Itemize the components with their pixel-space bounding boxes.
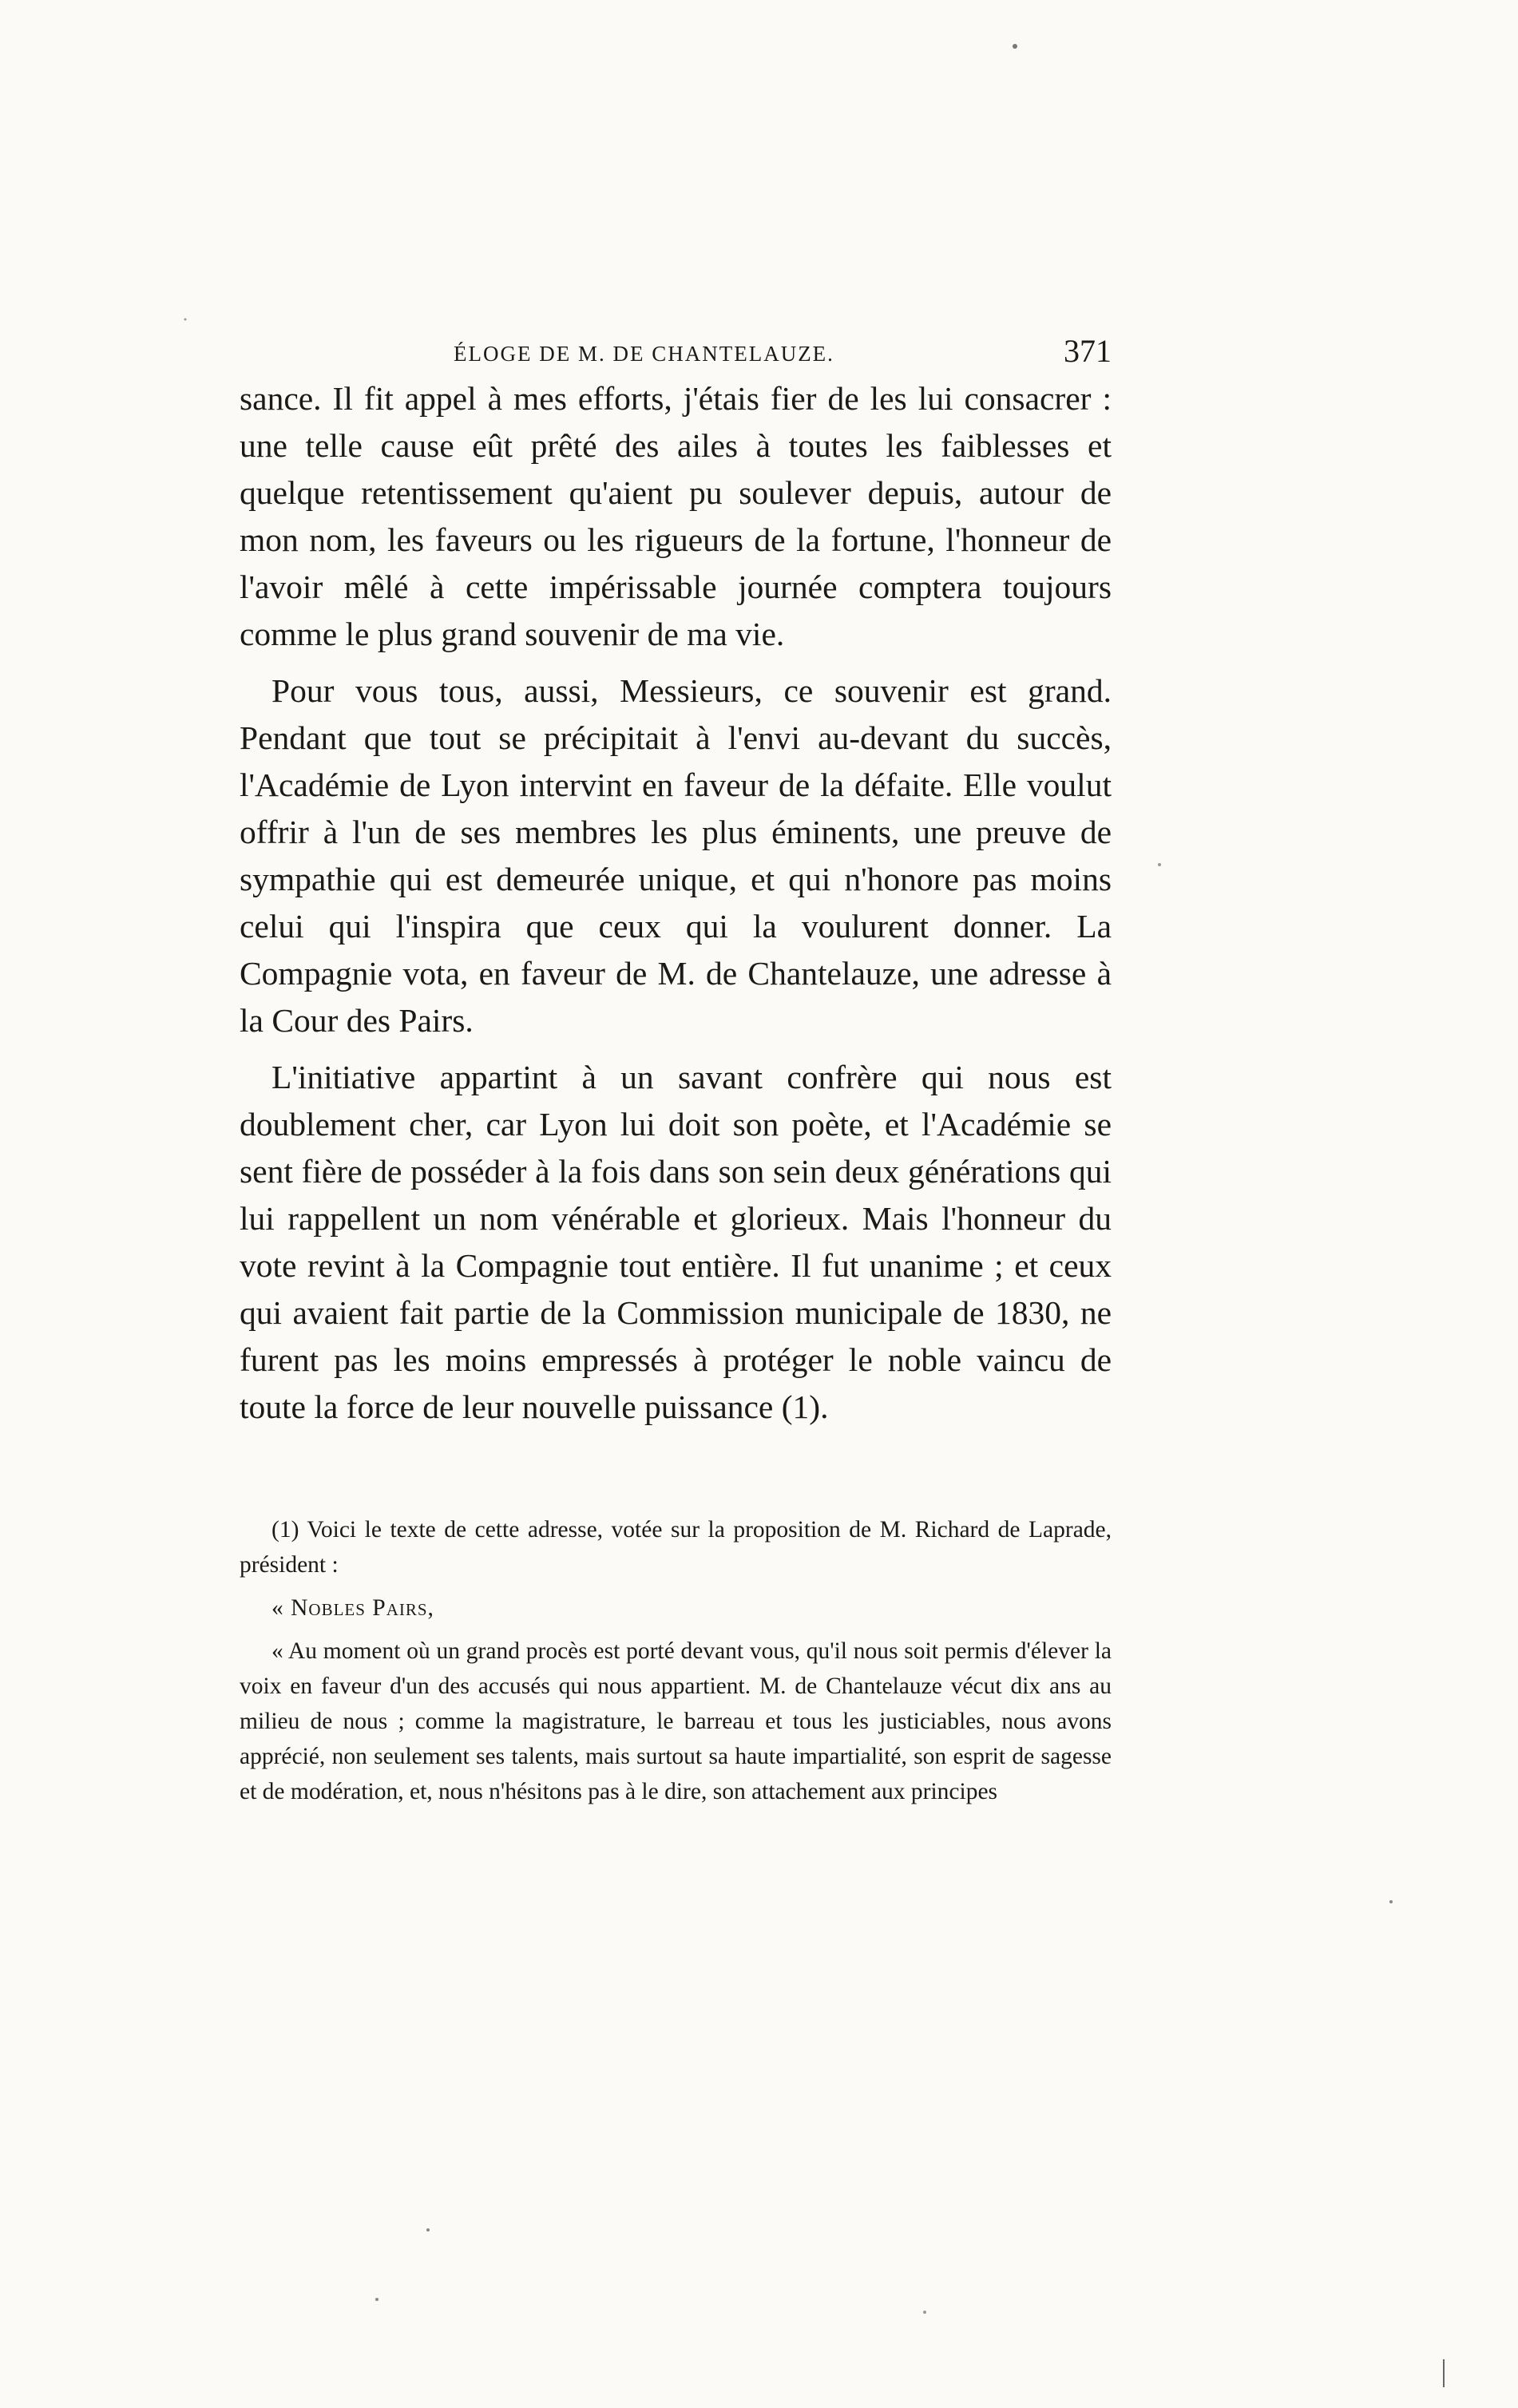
main-text [240,375,1112,1431]
footnote [240,1512,1112,1809]
speck [1013,44,1017,49]
footnote-text: « Au moment où un grand procès est porté devant vous, qu'il nous soit permis d'élever la voix en faveur d'un des accusés qui nous appartient. M. de Chantelauze vécut dix ans au milieu de nous ; comme la magistrature, le barreau et tous les justiciables, nous avons apprécié, non seulement ses talents, mais surtout sa haute impartialité, son esprit de sagesse et de modération, et, nous n'hésitons pas à le dire, son attachement aux principes [240,1638,1112,1804]
footnote-intro: (1) Voici le texte de cette adresse, votée sur la proposition de M. Richard de Laprade, président : [240,1517,1112,1578]
page-header [240,329,1112,380]
page-number: 371 [1064,333,1112,369]
speck [426,2228,430,2232]
paragraph-3: L'initiative appartint à un savant confrère qui nous est doublement cher, car Lyon lui doit son poète, et l'Académie se sent fière de posséder à la fois dans son sein deux générations qui lui rappellent un nom vénérable et glorieux. Mais l'honneur du vote revint à la Compagnie tout entière. Il fut unanime ; et ceux qui avaient fait partie de la Commission municipale de 1830, ne furent pas les moins empressés à protéger le noble vaincu de toute la force de leur nouvelle puissance (1). [240,1059,1112,1425]
speck [184,319,187,321]
speck [375,2298,379,2301]
paragraph-1: sance. Il fit appel à mes efforts, j'étais fier de les lui consacrer : une telle cause eût prêté des ailes à toutes les faiblesses et quelque retentissement qu'aient pu soulever depuis, autour de mon nom, les faveurs ou les rigueurs de la fortune, l'honneur de l'avoir mêlé à cette impérissable journée comptera toujours comme le plus grand souvenir de ma vie. [240,380,1112,652]
footnote-salutation: « Nobles Pairs, [271,1595,434,1621]
speck [1389,1900,1393,1903]
paragraph-2: Pour vous tous, aussi, Messieurs, ce souvenir est grand. Pendant que tout se précipitait à l'envi au-devant du succès, l'Académie de Lyon intervint en faveur de la défaite. Elle voulut offrir à l'un de ses membres les plus éminents, une preuve de sympathie qui est demeurée unique, et qui n'honore pas moins celui qui l'inspira que ceux qui la voulurent donner. La Compagnie vota, en faveur de M. de Chantelauze, une adresse à la Cour des Pairs. [240,672,1112,1039]
running-title: ÉLOGE DE M. DE CHANTELAUZE. [454,342,834,366]
speck [1158,863,1161,866]
speck [923,2311,926,2314]
